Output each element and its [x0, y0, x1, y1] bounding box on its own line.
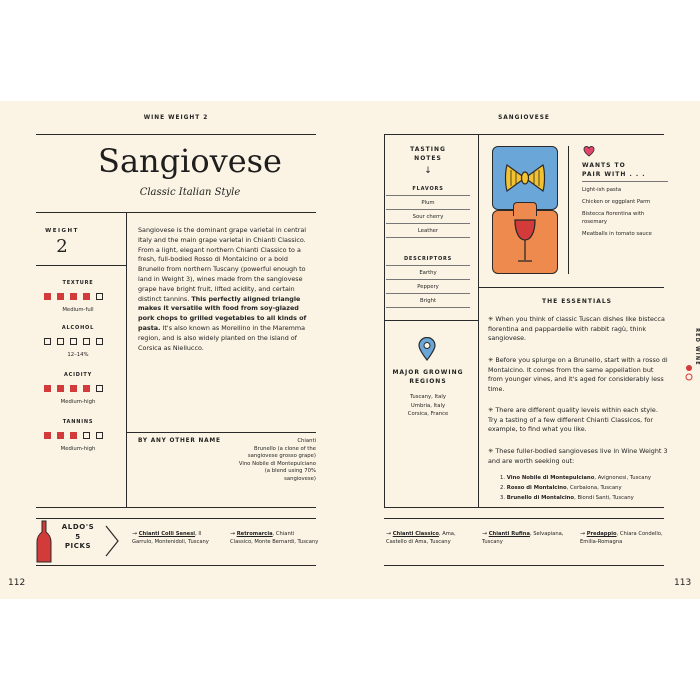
pairing-item: Light-ish pasta: [582, 187, 622, 193]
rule: [36, 518, 316, 519]
rule: [386, 195, 470, 196]
tasting-notes-heading: TASTING NOTES: [410, 146, 446, 162]
farfalle-pasta-icon: [504, 160, 546, 196]
rule: [384, 134, 664, 135]
scale-box: [57, 385, 64, 392]
rule: [384, 507, 664, 508]
scale-box: [44, 338, 51, 345]
page-subtitle: Classic Italian Style: [139, 187, 241, 198]
essential-paragraph: ✳ These fuller-bodied sangioveses live in Wine Weight 3 and are worth seeking out:: [488, 447, 668, 465]
descriptor-item: Peppery: [417, 284, 439, 290]
scale-box: [44, 385, 51, 392]
essential-paragraph: ✳ There are different quality levels within each style. Try a tasting of a few different Chianti Classicos, for example, to find what you like.: [488, 406, 658, 434]
scale-box: [70, 432, 77, 439]
rule: [478, 287, 664, 288]
scale-box: [96, 385, 103, 392]
scale-box: [57, 293, 64, 300]
running-head-right: SANGIOVESE: [498, 115, 550, 121]
attribute-scale: [44, 432, 112, 441]
rule: [386, 279, 470, 280]
wine-glass-icon: [511, 216, 539, 268]
flavors-label: FLAVORS: [412, 186, 444, 192]
rule: [386, 223, 470, 224]
chevron-right-icon: [104, 524, 120, 558]
scale-box: [83, 293, 90, 300]
asterisk-icon: ✳: [488, 315, 494, 323]
descriptors-label: DESCRIPTORS: [403, 256, 453, 262]
descriptor-item: Bright: [419, 298, 437, 304]
rule: [126, 432, 316, 433]
attribute-scale: [44, 338, 112, 347]
scale-box: [70, 293, 77, 300]
rule: [386, 209, 470, 210]
scale-box: [44, 432, 51, 439]
arrow-down-icon: ↓: [424, 166, 432, 176]
scale-box: [83, 385, 90, 392]
asterisk-icon: ✳: [488, 406, 494, 414]
attribute-scale: [44, 293, 112, 302]
rule: [36, 134, 316, 135]
column-divider: [126, 212, 127, 507]
flavor-item: Sour cherry: [412, 214, 444, 220]
scale-box: [70, 385, 77, 392]
regions-heading: MAJOR GROWING REGIONS: [392, 369, 464, 385]
rule: [384, 518, 664, 519]
pick-item: → Predappio, Chiara Condello, Emilia-Romagna: [580, 530, 663, 545]
column-divider: [478, 134, 479, 507]
heart-icon: [583, 146, 595, 157]
rule: [36, 265, 126, 266]
rule: [36, 507, 316, 508]
scale-box: [57, 338, 64, 345]
pairing-item: Meatballs in tomato sauce: [582, 231, 652, 237]
pick-item: → Chianti Rufina, Selvapiana, Tuscany: [482, 530, 564, 545]
page-title: Sangiovese: [98, 142, 282, 180]
attribute-label: TEXTURE: [62, 280, 94, 286]
picks-heading: ALDO'S 5 PICKS: [61, 523, 95, 550]
rule: [568, 146, 569, 274]
descriptor-item: Earthy: [419, 270, 437, 276]
section-tab-label: RED WINE: [693, 328, 700, 366]
asterisk-icon: ✳: [488, 447, 494, 455]
rule: [36, 565, 316, 566]
rule: [582, 181, 668, 182]
list-item: 1. Vino Nobile di Montepulciano, Avignonesi, Tuscany: [500, 475, 652, 481]
page-number-left: 112: [8, 578, 26, 588]
scale-box: [57, 432, 64, 439]
essentials-list: [500, 473, 670, 503]
essential-paragraph: ✳ Before you splurge on a Brunello, start with a rosso di Montalcino. It comes from the same appellation but from younger vines, and it's aged for considerably less time.: [488, 356, 668, 393]
scale-box: [83, 338, 90, 345]
attribute-value: Medium-high: [60, 446, 96, 452]
attribute-scale: [44, 385, 112, 394]
scale-box: [96, 432, 103, 439]
weight-value: 2: [56, 236, 68, 257]
scale-box: [96, 338, 103, 345]
bottle-neck-shape: [513, 202, 537, 216]
list-item: 2. Rosso di Montalcino, Cerbaiona, Tuscany: [500, 485, 622, 491]
rule: [384, 320, 478, 321]
attribute-value: 12–14%: [67, 352, 89, 358]
attribute-label: ALCOHOL: [61, 325, 95, 331]
attribute-label: TANNINS: [62, 419, 94, 425]
rule: [386, 237, 470, 238]
flavor-item: Leather: [417, 228, 439, 234]
weight-label: WEIGHT: [45, 228, 79, 234]
rule: [36, 212, 316, 213]
attribute-value: Medium-high: [60, 399, 96, 405]
other-names-label: BY ANY OTHER NAME: [138, 438, 221, 444]
pick-item: → Chianti Classico, Ama, Castello di Ama, Tuscany: [386, 530, 456, 545]
body-text: Sangiovese is the dominant grape varietal in central Italy and the main grape varietal in Chianti Classico. From a light, elegant northern Chianti Classico to a fresh, full-bodied Rosso di Montalcino or a bold Brunello from northern Tuscany (powerful enough to land in Weight 3), wines made from the sangiovese grape have bright fruit, lifted acidity, and certain distinct tannins. This perfectly aligned triangle makes it versatile with food from soy-glazed pork chops to grilled vegetables to all kinds of pasta. It's also known as Morellino in the Maremma region, and is also widely planted on the island of Corsica as Niellucco.: [138, 226, 307, 352]
rule: [384, 565, 664, 566]
rule: [386, 307, 470, 308]
pick-item: → Chianti Colli Senesi, Il Garrulo, Montenidoli, Tuscany: [132, 530, 209, 545]
pairing-heading: WANTS TO PAIR WITH . . .: [582, 162, 646, 178]
wine-bottle-icon: [36, 520, 52, 564]
scale-box: [70, 338, 77, 345]
scale-box: [83, 432, 90, 439]
pairing-item: Bistecca fiorentina with rosemary: [582, 211, 645, 225]
scale-box: [44, 293, 51, 300]
essential-paragraph: ✳ When you think of classic Tuscan dishes like bistecca fiorentina and pappardelle with rabbit ragù, think sangiovese.: [488, 315, 665, 343]
section-tab-dots: [684, 364, 694, 384]
rule: [386, 265, 470, 266]
rule: [386, 293, 470, 294]
asterisk-icon: ✳: [488, 356, 494, 364]
page-number-right: 113: [674, 578, 692, 588]
pick-item: → Retromarcia, Chianti Classico, Monte Bernardi, Tuscany: [230, 530, 319, 545]
list-item: 3. Brunello di Montalcino, Biondi Santi, Tuscany: [500, 495, 634, 501]
essentials-heading: THE ESSENTIALS: [541, 298, 612, 305]
regions-list: Tuscany, Italy Umbria, Italy Corsica, France: [407, 394, 449, 417]
attribute-value: Medium-full: [62, 307, 94, 313]
map-pin-icon: [418, 337, 436, 361]
scale-box: [96, 293, 103, 300]
pairing-item: Chicken or eggplant Parm: [582, 199, 651, 205]
flavor-item: Plum: [421, 200, 435, 206]
running-head-left: WINE WEIGHT 2: [143, 115, 209, 121]
other-names-list: Chianti Brunello (a clone of the sangiovese grosso grape) Vino Nobile di Montepulciano (a blend using 70% sangiovese): [238, 438, 316, 482]
attribute-label: ACIDITY: [63, 372, 93, 378]
